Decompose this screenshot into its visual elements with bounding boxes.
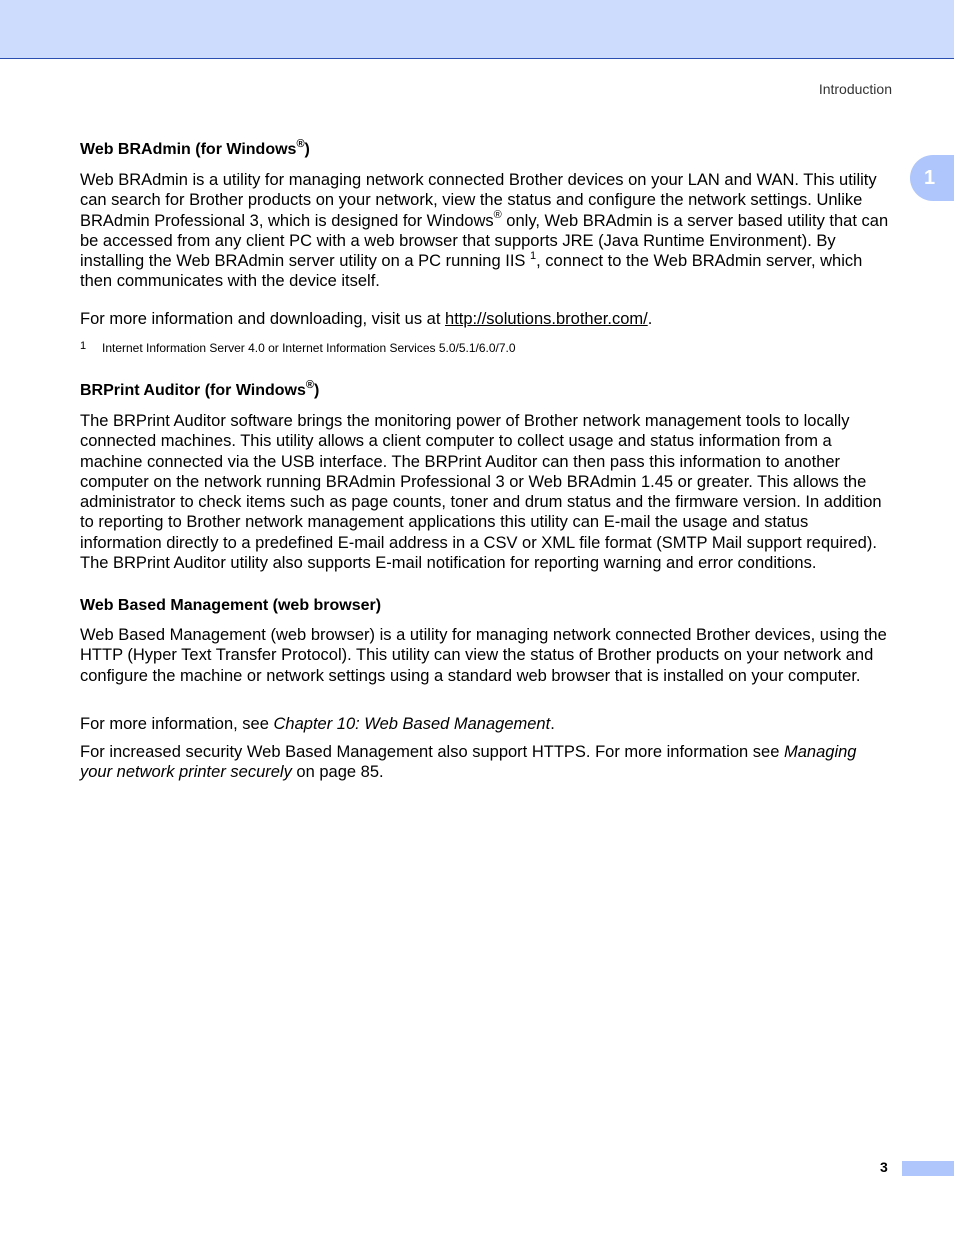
page-number: 3 [880,1159,888,1175]
section-heading-web-based-management: Web Based Management (web browser) [80,597,382,614]
paragraph-brprint-auditor-description: The BRPrint Auditor software brings the monitoring power of Brother network management tools to locally connected machines. This utility allows a client computer to collect usage and status information from a machine connected via the USB interface. The BRPrint Auditor can then pass this information to another computer on the network running BRAdmin Professional 3 or Web BRAdmin 1.45 or greater. This allows the administrator to check items such as page counts, toner and drum status and the firmware version. In addition to reporting to Brother network management applications this utility can E-mail the usage and status information directly to a predefined E-mail address in a CSV or XML file format (SMTP Mail support required). The BRPrint Auditor utility also supports E-mail notification for reporting warning and error conditions. [80,412,882,573]
top-header-band [0,0,954,59]
chapter-reference[interactable]: Chapter 10: Web Based Management [273,715,551,733]
paragraph-web-bradmin-download: For more information and downloading, visit us at http://solutions.brother.com/. [80,310,653,328]
footnote-reference[interactable]: 1 [530,249,537,262]
footnote-number: 1 [80,340,87,352]
registered-mark: ® [296,137,305,150]
chapter-tab: 1 [910,155,954,201]
page-number-band [902,1161,954,1176]
section-reference[interactable]: Managing your network printer securely [80,743,857,782]
footnote [80,341,516,355]
registered-mark: ® [305,378,315,391]
solutions-link[interactable]: http://solutions.brother.com/ [445,310,648,328]
paragraph-web-based-management-more-info: For more information, see Chapter 10: Web Based Management. [80,715,555,733]
paragraph-web-based-management-description: Web Based Management (web browser) is a utility for managing network connected Brother devices, using the HTTP (Hyper Text Transfer Protocol). This utility can view the status of Brother products on your network and configure the machine or network settings using a standard web browser that is installed on your computer. [80,626,887,685]
footnote-text: Internet Information Server 4.0 or Internet Information Services 5.0/5.1/6.0/7.0 [102,341,516,355]
paragraph-web-bradmin-description: Web BRAdmin is a utility for managing network connected Brother devices on your LAN and WAN. This utility can search for Brother products on your network, view the status and configure the network settings. Unlike BRAdmin Professional 3, which is designed for Windows® only, Web BRAdmin is a server based utility that can be accessed from any client PC with a web browser that supports JRE (Java Runtime Environment). By installing the Web BRAdmin server utility on a PC running IIS $^1$, connect to the Web BRAdmin server, which then communicates with the device itself. [80,171,889,291]
running-header-title: Introduction [818,81,892,97]
paragraph-web-based-management-https: For increased security Web Based Management also support HTTPS. For more information see Managing your network printer securely on page 85. [80,743,857,782]
registered-mark: ® [493,209,502,222]
section-heading-web-bradmin: Web BRAdmin (for Windows®) [80,137,310,158]
section-heading-brprint-auditor: BRPrint Auditor (for Windows®) [80,378,320,399]
